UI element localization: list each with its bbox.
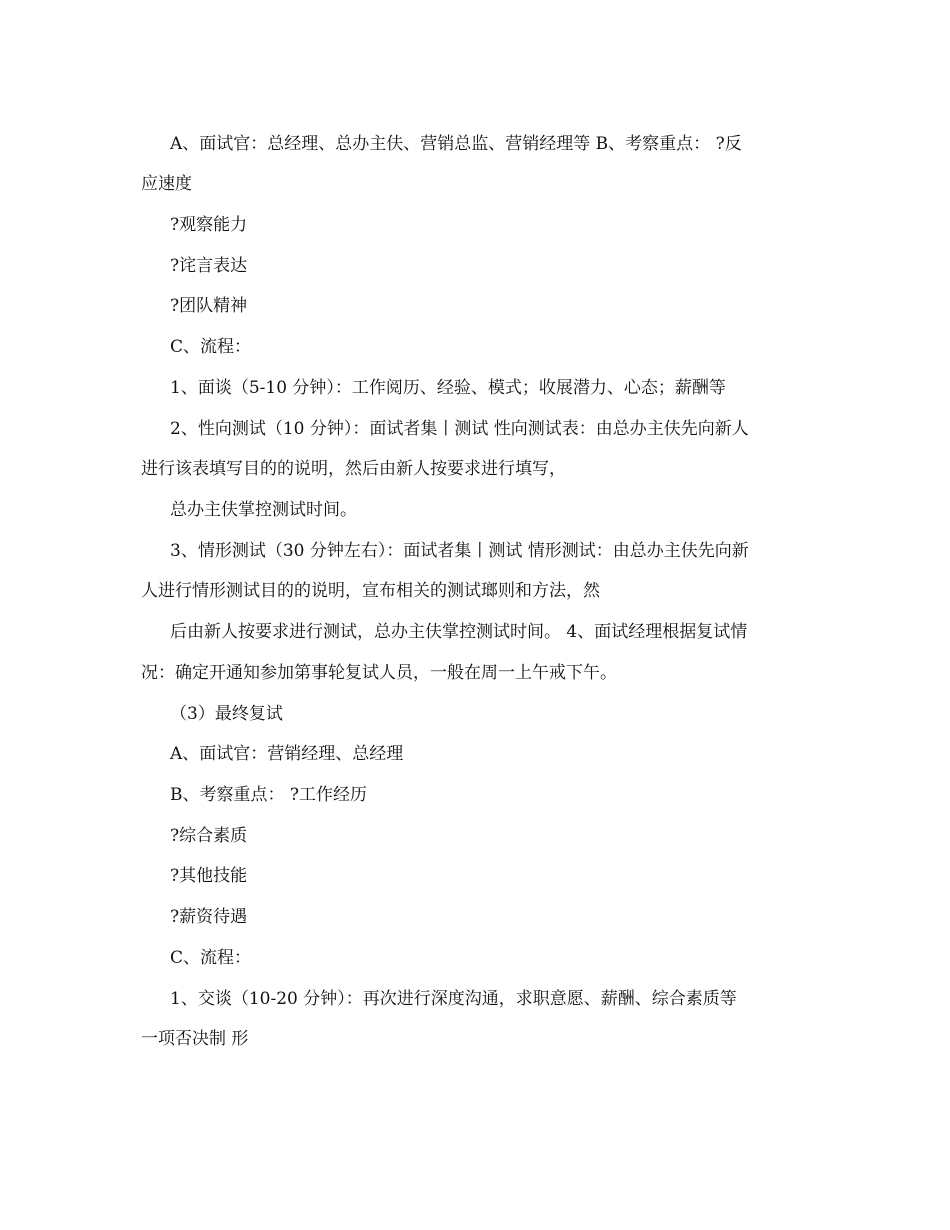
text-line: ?薪资待遇 xyxy=(170,907,248,927)
text-line: 应速度 xyxy=(141,174,192,194)
text-line: A、面试官：总经理、总办主伕、营销总监、营销经理等 B、考察重点： ?反 xyxy=(170,134,742,154)
text-line: B、考察重点： ?工作经历 xyxy=(170,785,368,805)
text-line: ?诧言表达 xyxy=(170,256,248,276)
text-line: 2、性向测试（10 分钟）：面试者集丨测试 性向测试表：由总办主伕先向新人 xyxy=(170,419,749,439)
text-line: 1、交谈（10-20 分钟）：再次进行深度沟通，求职意愿、薪酬、综合素质等 xyxy=(170,989,737,1009)
text-line: ?观察能力 xyxy=(170,215,248,235)
text-line: 进行该表填写目的的说明，然后由新人按要求进行填写， xyxy=(141,459,566,479)
text-line: （3）最终复试 xyxy=(170,704,283,724)
text-line: 况：确定开通知参加第事轮复试人员，一般在周一上午戒下午。 xyxy=(141,663,617,683)
text-line: ?综合素质 xyxy=(170,826,248,846)
text-line: C、流程： xyxy=(170,948,252,968)
text-line: 一项否决制 形 xyxy=(141,1029,249,1049)
text-line: 总办主伕掌控测试时间。 xyxy=(170,500,357,520)
text-line: 3、情形测试（30 分钟左右）：面试者集丨测试 情形测试：由总办主伕先向新 xyxy=(170,541,749,561)
text-line: C、流程： xyxy=(170,337,252,357)
text-line: 后由新人按要求进行测试，总办主伕掌控测试时间。 4、面试经理根据复试情 xyxy=(170,622,748,642)
text-line: ?其他技能 xyxy=(170,866,248,886)
text-line: A、面试官：营销经理、总经理 xyxy=(170,744,404,764)
text-line: 1、面谈（5-10 分钟）：工作阅历、经验、模式；收展潜力、心态；薪酬等 xyxy=(170,378,726,398)
text-line: 人进行情形测试目的的说明，宣布相关的测试瑯则和方法，然 xyxy=(141,581,600,601)
text-line: ?团队精神 xyxy=(170,296,248,316)
